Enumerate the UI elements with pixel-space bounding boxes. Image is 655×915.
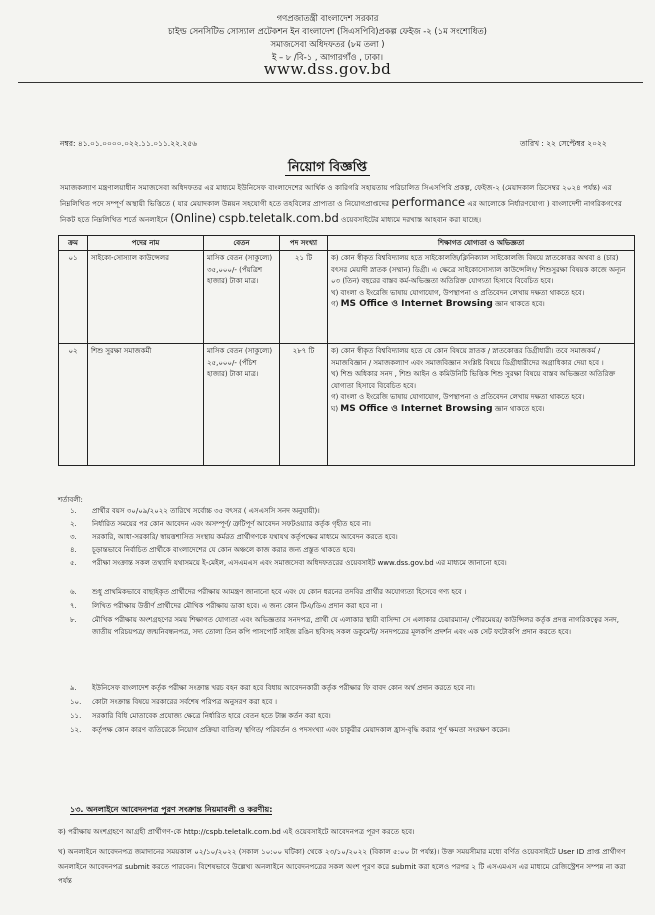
table-row: ০১ সাইকো-সোস্যাল কাউন্সেলর মাসিক বেতন (সাকুল্যে) ৩৫,০০০/- (পঁয়ত্রিশ হাজার) টাকা মাত্র। ২১ টি ক) কোন স্বীকৃত বিশ্ববিদ্যালয় হতে সাইকোলজি/ক্লিনিক্যাল সাইকোলজি বিষয়ে স্নাতকোত্তর অথবা ৪ (চার) বৎসর মেয়াদী স্নাতক (সম্মান) ডিগ্রী। এ ক্ষেত্রে সাইকোসোস্যাল কাউন্সেলিং/ শিশুসুরক্ষা বিষয়ক কাজে অন্যূন ০৩ (তিন) বছরের বাস্তব কর্ম-অভিজ্ঞতা অতিরিক্ত যোগ্যতা হিসাবে বিবেচিত হবে। খ) বাংলা ও ইংরেজি ভাষায় যোগাযোগ, উপস্থাপনা ও প্রতিবেদন লেখায় দক্ষতা থাকতে হবে। গ) MS Office ও Internet Browsing জ্ঞান থাকতে হবে। <box>59 251 635 344</box>
header-project: চাইল্ড সেনসিটিভ সোস্যাল প্রটেকশন ইন বাংলাদেশ (সিএসপিবি)প্রকল্প ফেইজ -২ (১ম সংশোধিত) <box>168 26 487 36</box>
posts-table <box>58 235 635 466</box>
online-item-b: খ) অনলাইনে আবেদনপত্র জমাদানের সময়কাল ০২/১০/২০২২ (সকাল ১০:০০ ঘটিকা) থেকে ২৩/১০/২০২২ (বিকাল ৫:০০ টা পর্যন্ত)। উক্ত সময়সীমার মধ্যে বর্ণিত ওয়েবসাইটে User ID প্রাপ্ত প্রার্থীগণ অনলাইনে আবেদনপত্র submit করতে পারবেন। বিশেষভাবে উল্লেখ্য অনলাইনে আবেদনপত্রের সকল অংশ পূরণ করে submit করা হলেও পরপর ২ টি এসএমএস এর মাধ্যমে রেজিস্ট্রেশন সম্পন্ন না করা পর্যন্ত <box>58 847 626 885</box>
list-item: ১০. কোটা সংক্রান্ত বিষয়ে সরকারের সর্বশেষ পরিপত্র অনুসরণ করা হবে । <box>70 698 278 706</box>
online-item-a: ক) পরীক্ষায় অংশগ্রহণে আগ্রহী প্রার্থীগণ-কে http://cspb.teletalk.com.bd এই ওয়েবসাইটে আবেদনপত্র পূরণ করতে হবে। <box>58 827 415 836</box>
list-item: ২. নির্ধারিত সময়ের পর কোন আবেদন এবং অসম্পূর্ণ/ ত্রুটিপূর্ণ আবেদন সফটওয়্যার কর্তৃক গৃহীত হবে না। <box>70 520 371 528</box>
list-item: ৯. ইউনিসেফ বাংলাদেশ কর্তৃক পরীক্ষা সংক্রান্ত খরচ বহন করা হবে বিধায় আবেদনকারী কর্তৃক পরীক্ষার ফি বাবদ কোন অর্থ প্রদান করতে হবে না। <box>70 684 475 692</box>
list-item: ১২. কর্তৃপক্ষ কোন কারণ ব্যতিরেকে নিয়োগ প্রক্রিয়া বাতিল/ স্থগিত/ পরিবর্তন ও পদসংখ্যা এবং চাকুরীর মেয়াদকাল হ্রাস-বৃদ্ধি করার পূর্ণ ক্ষমতা সংরক্ষণ করেন। <box>70 726 510 734</box>
header-website[interactable]: www.dss.gov.bd <box>263 60 392 78</box>
col-salary: বেতন <box>204 236 280 251</box>
header-divider <box>18 82 643 83</box>
col-count: পদ সংখ্যা <box>280 236 328 251</box>
col-post: পদের নাম <box>88 236 204 251</box>
list-item: ১১. সরকারি বিধি মোতাবেক প্রযোজ্য ক্ষেত্রে নির্ধারিত হারে বেতন হতে টাক্স কর্তন করা হবে। <box>70 712 331 720</box>
list-item: ৫. পরীক্ষা সংক্রান্ত সকল তথ্যাদি যথাসময়ে ই-মেইল, এসএমএস এবং সমাজসেবা অধিদফতরের ওয়েবসাইট www.dss.gov.bd এর মাধ্যমে জানানো হবে। <box>70 559 507 567</box>
header-govt: গণপ্রজাতন্ত্রী বাংলাদেশ সরকার <box>276 13 379 23</box>
list-item: ৬. শুধু প্রাথমিকভাবে বাছাইকৃত প্রার্থীদের পরীক্ষায় আমন্ত্রণ জানানো হবে এবং যে কোন ধরনের তদবির প্রার্থীর অযোগ্যতা হিসেবে গণ্য হবে । <box>70 588 467 596</box>
col-qualification: শিক্ষাগত যোগ্যতা ও অভিজ্ঞতা <box>328 236 635 251</box>
col-serial: ক্রম <box>59 236 88 251</box>
header-address: ই – ৮ /বি-১ , আগারগাঁও , ঢাকা। <box>271 52 384 62</box>
list-item: ৮. মৌখিক পরীক্ষায় অংশগ্রহণের সময় শিক্ষাগত যোগ্যতা এবং অভিজ্ঞতার সনদপত্র, প্রার্থী যে এলাকার স্থায়ী বাসিন্দা সে এলাকার চেয়ারম্যান/ পৌরমেয়র/ কাউন্সিলর কর্তৃক প্রদত্ত নাগরিকত্বের সনদ, জাতীয় পরিচয়পত্র/ জন্মনিবন্ধনপত্র, সদ্য তোলা তিন কপি পাসপোর্ট সাইজ রঙিন ছবিসহ সকল ডকুমেন্ট/ সনদপত্রের মূলকপি প্রদর্শন এবং এক সেট ফটোকপি প্রদান করতে হবে। <box>70 616 619 636</box>
table-header-row <box>59 236 635 251</box>
conditions-heading: শর্তাবলী: <box>58 496 83 504</box>
list-item: ১. প্রার্থীর বয়স ৩০/০৯/২০২২ তারিখে সর্বোচ্চ ৩৫ বৎসর ( এসএসসি সনদ অনুযায়ী)। <box>70 507 320 515</box>
header-dept: সমাজসেবা অধিদফতর (৮ম তলা ) <box>270 39 385 49</box>
memo-date: তারিখ : ২২ সেপ্টেম্বর ২০২২ <box>520 139 607 148</box>
table-row: ০২ শিশু সুরক্ষা সমাজকর্মী মাসিক বেতন (সাকুল্যে) ২৫,০০০/- (পঁচিশ হাজার) টাকা মাত্র। ২৮৭ টি ক) কোন স্বীকৃত বিশ্ববিদ্যালয় হতে যে কোন বিষয়ে স্নাতক / স্নাতকোত্তর ডিগ্রীধারী। তবে সমাজকর্ম /সমাজবিজ্ঞান / সমাজকল্যাণ এবং সমাজবিজ্ঞান সংশ্লিষ্ট বিষয়ে ডিগ্রীধারীদের অগ্রাধিকার দেয়া হবে । খ) শিশু অধিকার সনদ , শিশু আইন ও কমিউনিটি ভিত্তিক শিশু সুরক্ষা বিষয়ে বাস্তব অভিজ্ঞতা অতিরিক্ত যোগ্যতা হিসাবে বিবেচিত হবে। গ) বাংলা ও ইংরেজি ভাষায় যোগাযোগ, উপস্থাপনা ও প্রতিবেদন লেখায় দক্ষতা থাকতে হবে। ঘ) MS Office ও Internet Browsing জ্ঞান থাকতে হবে। <box>59 344 635 466</box>
list-item: ৭. লিখিত পরীক্ষায় উত্তীর্ণ প্রার্থীদের মৌখিক পরীক্ষায় ডাকা হবে। এ জন্য কোন টিএ/ডিএ প্রদান করা হবে না । <box>70 602 383 610</box>
intro-paragraph: সমাজকল্যাণ মন্ত্রণালয়াধীন সমাজসেবা অধিদফতর এর মাধ্যমে ইউনিসেফ বাংলাদেশের আর্থিক ও কারিগরি সহায়তায় পরিচালিত সিএসপিবি প্রকল্প, ফেইজ-২ (মেয়াদকাল ডিসেম্বর ২০২৪ পর্যন্ত) এর নিম্নলিখিত পদে সম্পূর্ণ অস্থায়ী ভিত্তিতে ( যার মেয়াদকাল উন্নয়ন সহযোগী হতে তহবিলের প্রাপ্যতা ও নিয়োগপ্রাপ্তদের performance এর আলোকে নির্ধারণযোগ্য ) বাংলাদেশী নাগরিকগণের নিকট হতে নিম্নলিখিত শর্তে অনলাইনে (Online) cspb.teletalk.com.bd ওয়েবসাইটের মাধ্যমে দরখাস্ত আহবান করা যাচ্ছে। <box>60 183 622 225</box>
list-item: ৪. চূড়ান্তভাবে নির্বাচিত প্রার্থীকে বাংলাদেশের যে কোন অঞ্চলে কাজ করার জন্য প্রস্তুত থাকতে হবে। <box>70 546 356 554</box>
list-item: ৩. সরকারি, আধা-সরকারি/ স্বায়ত্তশাসিত সংস্থায় কর্মরত প্রার্থীগণকে যথাযথ কর্তৃপক্ষের মাধ্যমে আবেদন করতে হবে। <box>70 533 398 541</box>
online-heading: ১৩. অনলাইনে আবেদনপত্র পূরণ সংক্রান্ত নিয়মাবলী ও করণীয়: <box>70 805 273 814</box>
page-title: নিয়োগ বিজ্ঞপ্তি <box>0 158 655 179</box>
memo-number: নম্বর: ৪১.০১.০০০০.০২২.১১.০১১.২২.২৫৬ <box>60 139 197 148</box>
